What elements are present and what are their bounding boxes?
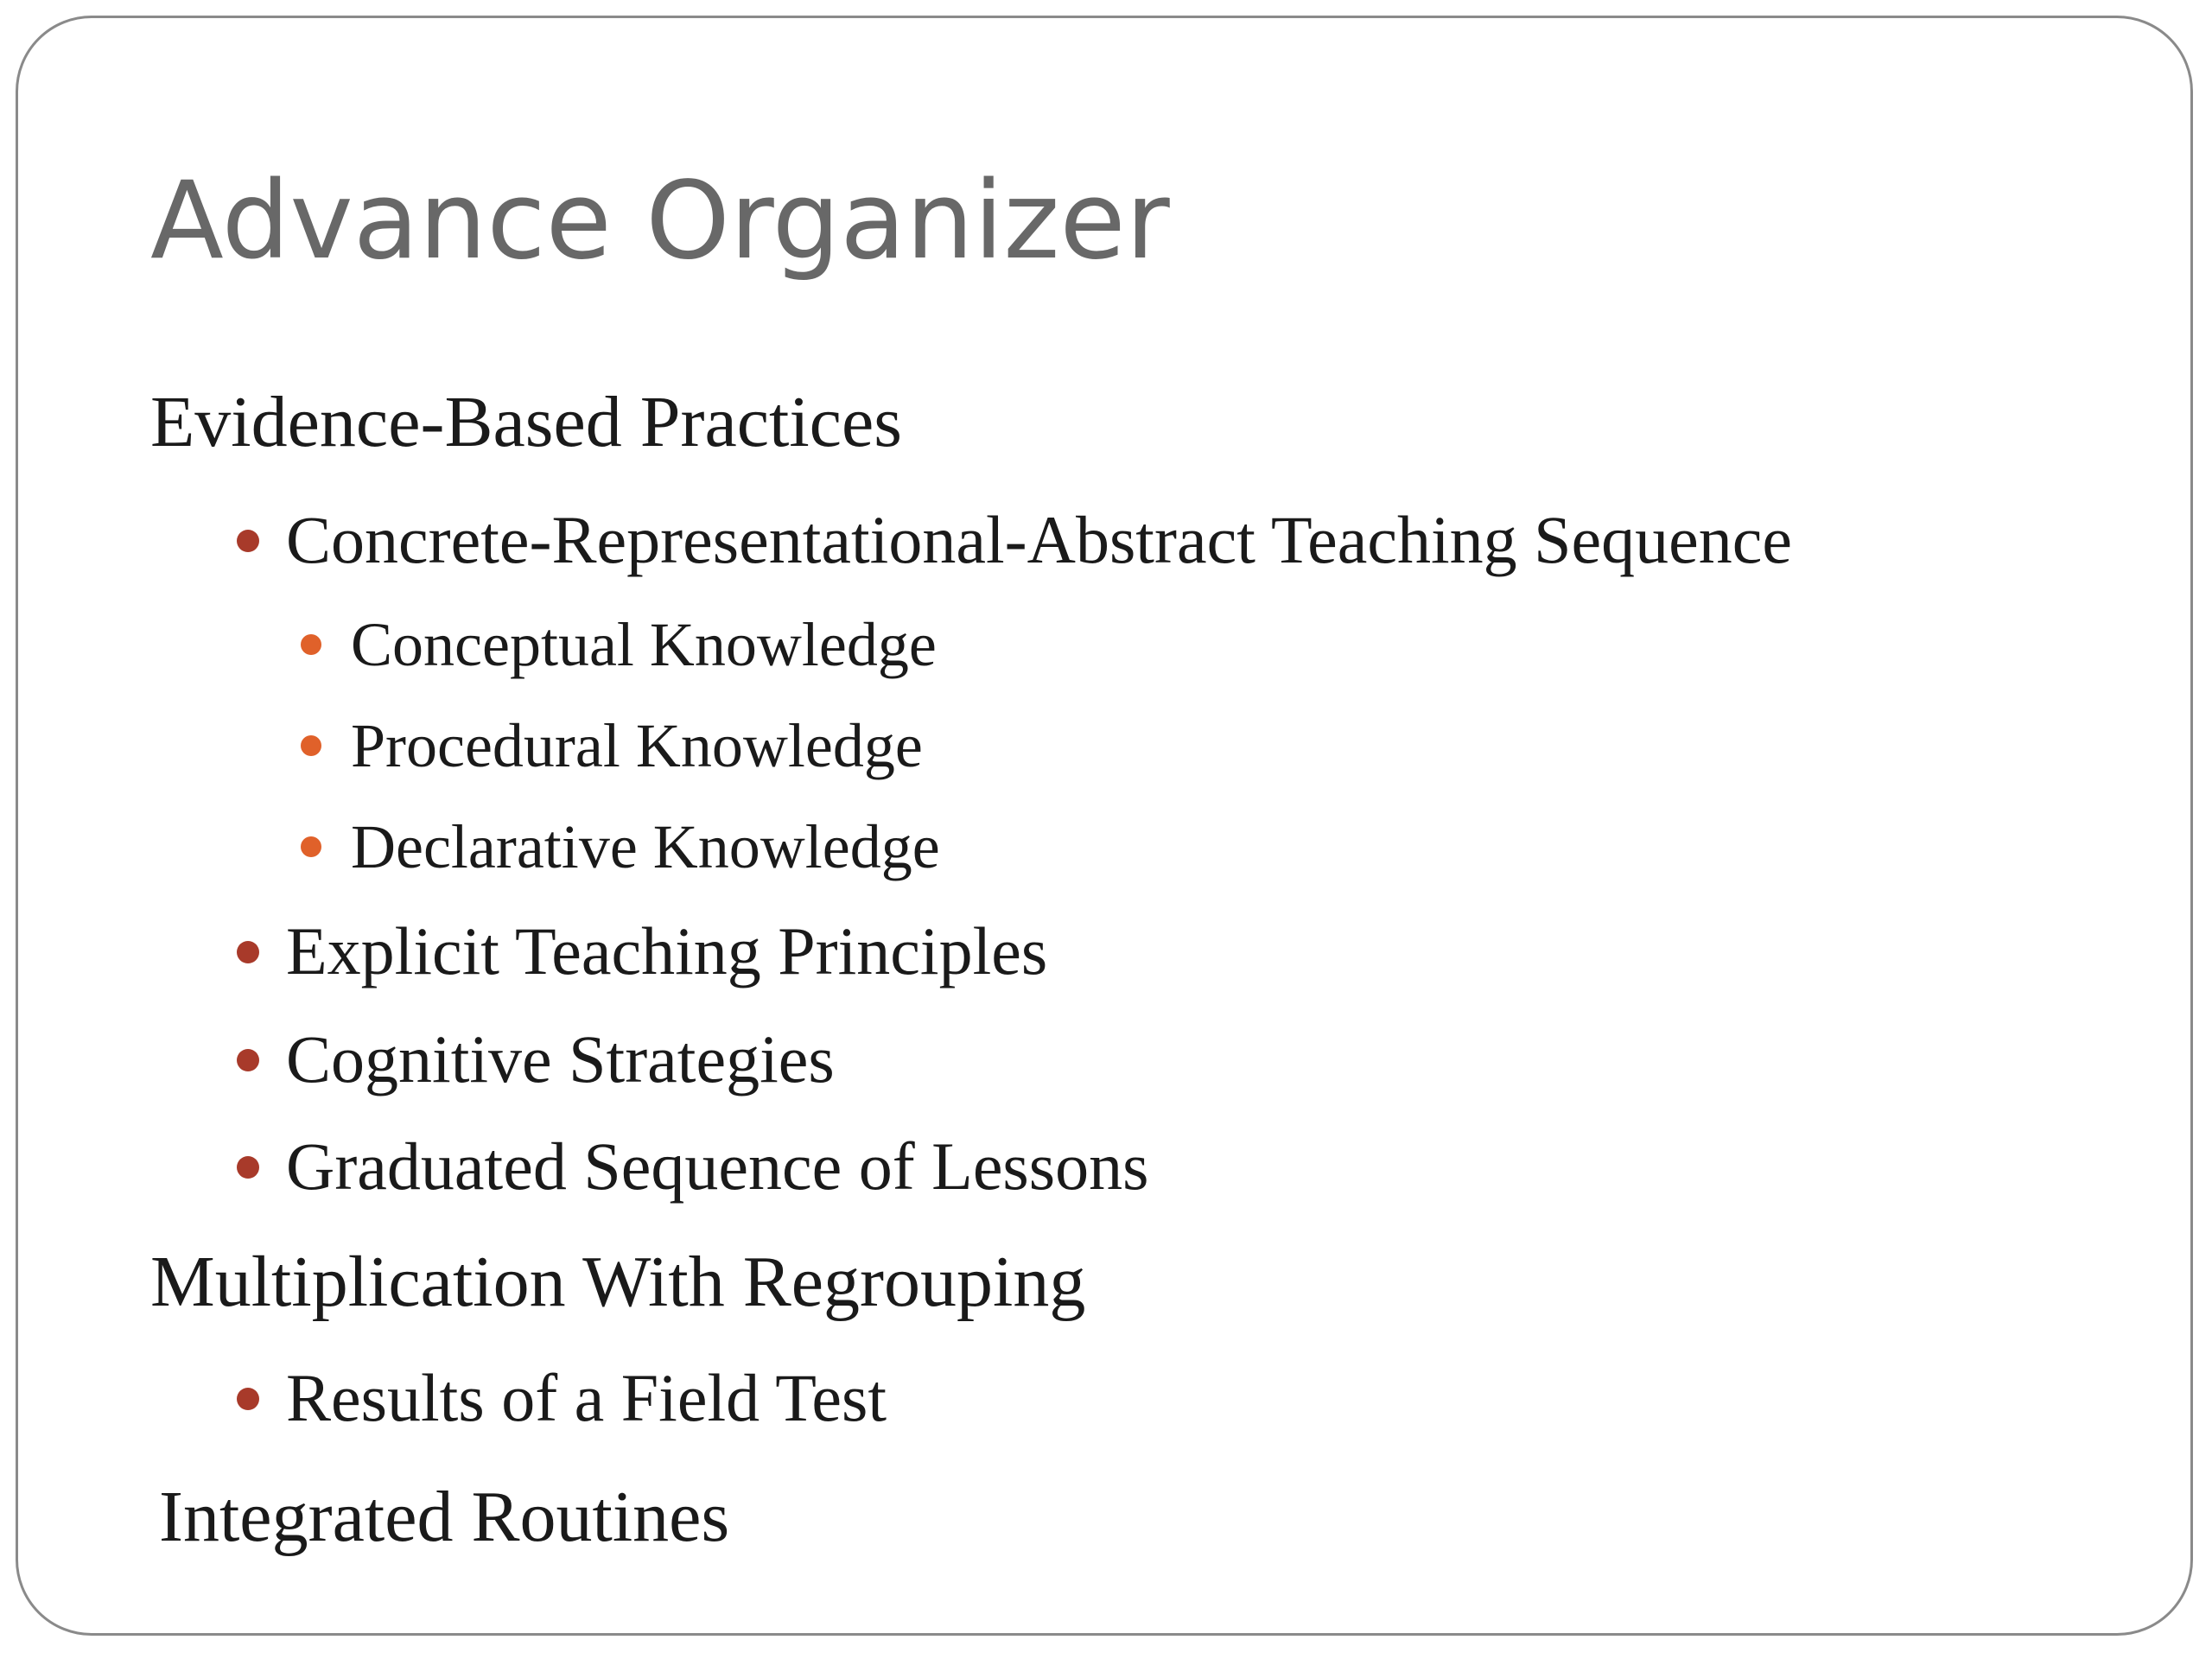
- list-item-explicit-teaching-principles: [286, 910, 1047, 993]
- list-item-results-field-test: [286, 1357, 887, 1440]
- list-item-label: Evidence-Based Practices: [150, 382, 902, 462]
- slide-title: Advance Organizer: [150, 159, 1170, 283]
- list-item-label: Procedural Knowledge: [351, 711, 923, 780]
- bullet-dot-icon: [237, 941, 259, 963]
- list-item-label: Concrete-Representational-Abstract Teaching Sequence: [286, 502, 1793, 577]
- bullet-dot-icon: [301, 634, 321, 655]
- list-item-conceptual-knowledge: [351, 606, 937, 683]
- bullet-dot-icon: [237, 1049, 259, 1071]
- list-item-label: Graduated Sequence of Lessons: [286, 1128, 1149, 1204]
- list-item-integrated-routines: [159, 1474, 729, 1560]
- list-item-label: Results of a Field Test: [286, 1360, 887, 1435]
- list-item-procedural-knowledge: [351, 707, 923, 785]
- slide-frame: [16, 16, 2193, 1636]
- list-item-graduated-sequence: [286, 1125, 1149, 1208]
- list-item-declarative-knowledge: [351, 808, 940, 886]
- list-item-label: Explicit Teaching Principles: [286, 913, 1048, 988]
- list-item-label: Integrated Routines: [159, 1477, 730, 1557]
- list-item-evidence-based-practices: [150, 379, 902, 466]
- list-item-cognitive-strategies: [286, 1018, 835, 1101]
- list-item-cra-sequence: [286, 499, 1792, 582]
- bullet-dot-icon: [301, 836, 321, 857]
- bullet-dot-icon: [301, 735, 321, 756]
- bullet-dot-icon: [237, 1388, 259, 1410]
- bullet-dot-icon: [237, 530, 259, 552]
- list-item-label: Cognitive Strategies: [286, 1021, 835, 1096]
- list-item-label: Multiplication With Regrouping: [150, 1242, 1086, 1322]
- bullet-dot-icon: [237, 1156, 259, 1179]
- list-item-multiplication-with-regrouping: [150, 1239, 1085, 1325]
- list-item-label: Declarative Knowledge: [351, 812, 940, 881]
- list-item-label: Conceptual Knowledge: [351, 610, 937, 679]
